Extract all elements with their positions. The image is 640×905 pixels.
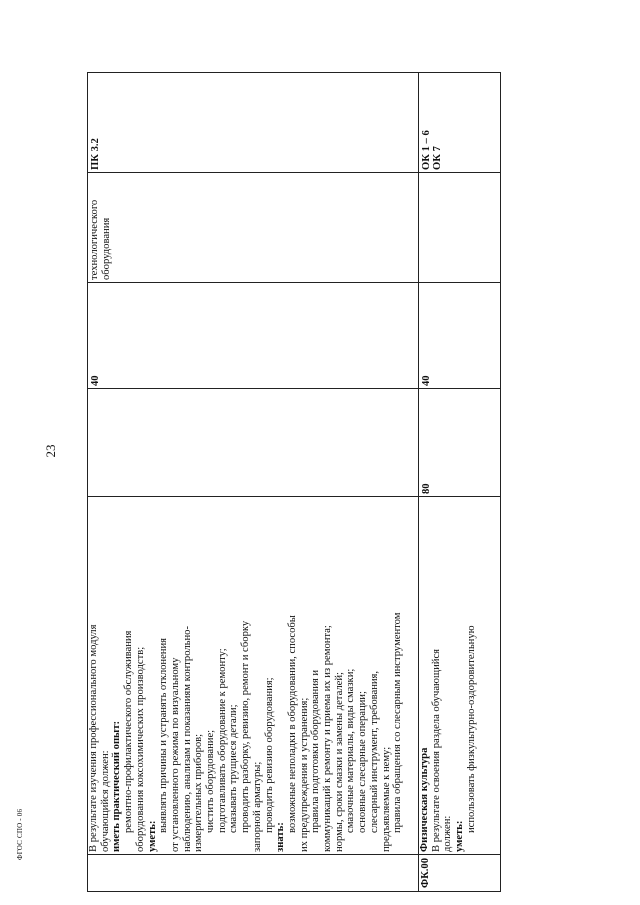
content-line: уметь: xyxy=(454,820,466,852)
column-divider xyxy=(88,388,500,389)
hours-class-cell xyxy=(419,283,501,389)
content-line: основные слесарные операции; xyxy=(357,691,369,833)
hours-class: 40 xyxy=(421,375,432,386)
content-line: выявлять причины и устранять отклонения xyxy=(158,637,170,833)
discipline-text: технологического оборудования xyxy=(89,199,112,280)
content-line: запорной арматуры; xyxy=(251,761,263,852)
hours-max xyxy=(88,389,92,497)
content-line: проводить разборку, ревизию, ремонт и сборку xyxy=(240,620,252,833)
column-divider xyxy=(88,496,500,497)
row-index-cell xyxy=(419,855,501,891)
content-line: нормы, сроки смазки и замены деталей; xyxy=(333,672,345,852)
hours-class-cell xyxy=(88,283,418,389)
content-line: проводить ревизию оборудования; xyxy=(263,677,275,833)
content-line: обучающийся должен: xyxy=(99,750,111,852)
table-row xyxy=(88,73,418,891)
hours-max-cell xyxy=(88,389,418,497)
content-line: знать: xyxy=(275,822,287,852)
content-line: от установленного режима по визуальному xyxy=(169,657,181,852)
content-cell xyxy=(419,497,501,855)
column-divider xyxy=(88,854,500,855)
content-line: коммуникаций к ремонту и приема их из ремонта; xyxy=(322,625,334,852)
content-line: подготавливать оборудование к ремонту; xyxy=(216,648,228,833)
row-index: ФК.00 xyxy=(420,857,431,888)
hours-max: 80 xyxy=(421,483,432,494)
competencies-cell xyxy=(419,73,501,173)
competencies: ПК 3.2 xyxy=(90,138,101,170)
content-line: наблюдению, анализам и показаниям контрольно- xyxy=(181,626,193,852)
column-divider xyxy=(88,282,500,283)
content-line: использовать физкультурно-оздоровительную xyxy=(465,625,477,833)
content-cell xyxy=(88,497,418,855)
content-line: правила обращения со слесарным инструментом xyxy=(392,612,404,833)
content-text xyxy=(88,497,404,855)
competencies: ОК 1 – 6 ОК 7 xyxy=(421,130,443,170)
content-line: Физическая культура xyxy=(419,747,430,852)
footer-code: ФГОС СПО - 06 xyxy=(16,808,24,860)
content-line: В результате освоения раздела обучающийся xyxy=(430,648,442,852)
competencies-cell xyxy=(88,73,418,173)
discipline-cell xyxy=(88,173,418,283)
content-line: слесарный инструмент, требования, xyxy=(368,670,380,833)
row-index-cell xyxy=(88,855,418,891)
content-line: В результате изучения профессионального модуля xyxy=(88,624,99,852)
column-divider xyxy=(88,172,500,173)
content-line: оборудования коксохимических производств; xyxy=(134,646,146,852)
content-line: ремонтно-профилактического обслуживания xyxy=(123,630,135,833)
content-line: чистить оборудование; xyxy=(205,729,217,833)
content-line: уметь: xyxy=(146,820,158,852)
row-divider xyxy=(418,73,419,891)
table-row xyxy=(419,73,501,891)
content-line: их предупреждения и устранения; xyxy=(298,697,310,852)
content-line: предъявляемые к нему; xyxy=(380,746,392,852)
curriculum-table xyxy=(87,72,501,892)
content-line: измерительных приборов; xyxy=(193,733,205,852)
content-line: смазочные материалы, виды смазки; xyxy=(345,668,357,833)
row-index xyxy=(88,855,90,891)
content-line: смазывать трущиеся детали; xyxy=(228,704,240,833)
content-line: должен: xyxy=(442,815,454,852)
content-line: иметь практический опыт: xyxy=(111,720,123,852)
content-line: возможные неполадки в оборудовании, способы xyxy=(286,615,298,833)
discipline-cell xyxy=(419,173,501,283)
hours-max-cell xyxy=(419,389,501,497)
content-text xyxy=(419,497,478,855)
discipline-text xyxy=(419,173,421,283)
hours-class: 40 xyxy=(90,375,101,386)
page-number: 23 xyxy=(43,444,58,458)
content-line: правила подготовки оборудования и xyxy=(310,669,322,833)
